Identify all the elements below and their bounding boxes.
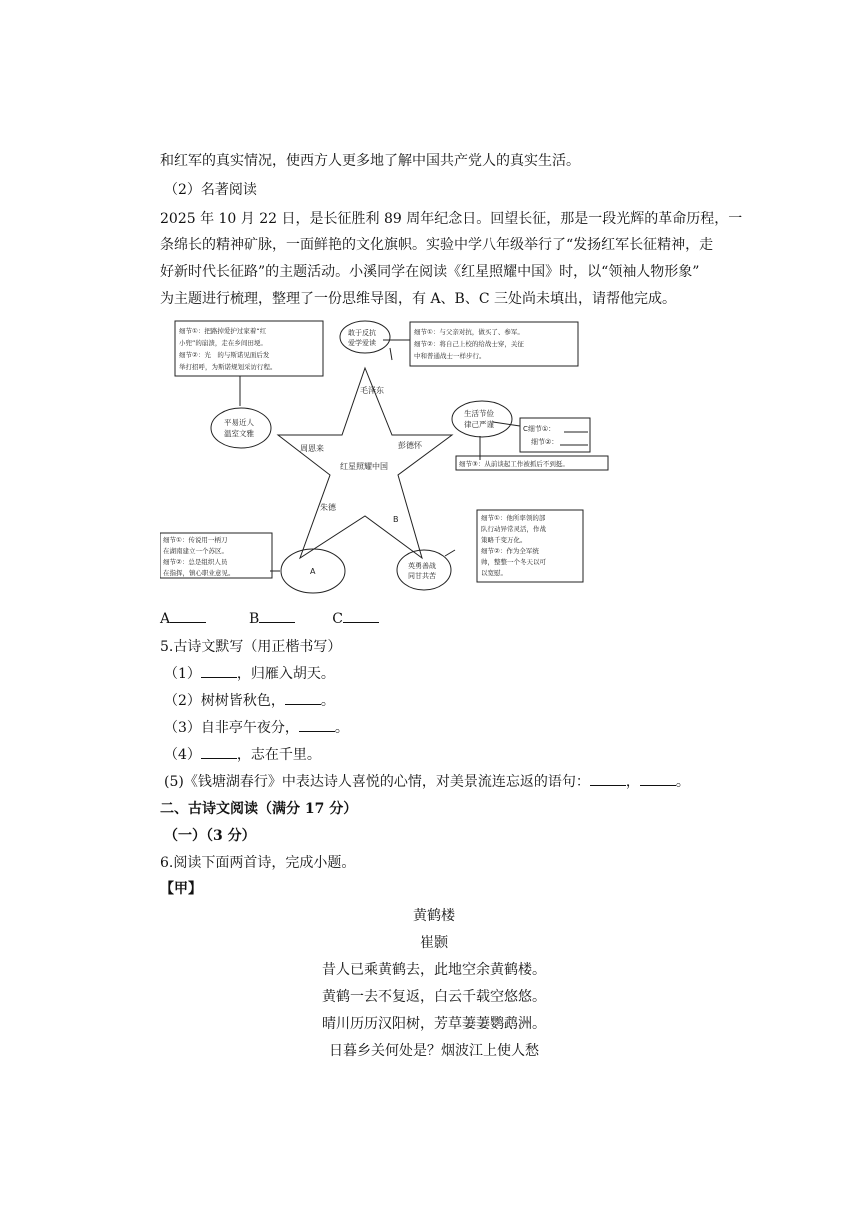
mind-map-diagram [160,318,620,603]
poem-title: 黄鹤楼 [413,908,455,924]
intro-paragraph-2: 条绵长的精神矿脉，一面鲜艳的文化旗帜。实验中学八年级举行了“发扬红军长征精神，走 [160,237,714,253]
box-br-line: 帅，整整一个冬天以可 [481,558,546,566]
answer-a-blank[interactable] [170,610,206,623]
oval-tl-line: 平易近人 [224,418,254,427]
answer-a-label: A [160,611,171,627]
q5-l2-prefix: （2）树树皆秋色， [164,693,285,709]
oval-top [340,321,390,353]
intro-paragraph-4: 为主题进行梳理，整理了一份思维导图，有 A、B、C 三处尚未填出，请帮他完成。 [160,291,677,307]
poem-author: 崔颢 [420,935,448,951]
q5-l5-mid: ， [625,774,640,790]
q5-l5-suffix: 。 [675,774,690,790]
oval-br-line: 英勇善战 [408,562,436,570]
oval-bottom-right [397,550,451,590]
q5-line-1 [164,665,335,683]
q5-title: 5.古诗文默写（用正楷书写） [160,639,342,655]
q5-l3-prefix: （3）自非亭午夜分， [164,720,299,736]
star-point-left: 周恩来 [300,444,324,453]
q5-l5-blank-1[interactable] [590,773,626,786]
q5-line-3 [164,719,349,737]
q5-l1-blank[interactable] [201,665,237,678]
box-tl-line: 小兜”的崩溃，走在乡间田埂。 [179,339,267,347]
oval-right-line: 律己严谨 [464,420,494,429]
intro-line-0: 和红军的真实情况，使西方人更多地了解中国共产党人的真实生活。 [160,153,580,169]
q5-line-4 [164,746,321,764]
q5-l1-prefix: （1） [164,666,201,682]
q5-l1-suffix: ，归雁入胡天。 [236,666,335,682]
box-bl-line: 在湖南建立一个苏区。 [163,547,228,555]
poem-line: 日暮乡关何处是？烟波江上使人愁 [329,1043,539,1059]
box-tl-line: 细节②：光 的与斯诺见面后发 [179,351,270,359]
star-point-b: B [393,515,399,524]
q5-l2-suffix: 。 [320,693,335,709]
box-tr-line: 细节①：与父亲对抗，做买了、参军。 [414,328,524,336]
box-bl-line: 细节②：总是组织人员 [163,558,228,566]
box-tr-line: 细节②：将自己上校的给战士穿，关征 [414,340,524,348]
q5-l3-suffix: 。 [334,720,349,736]
box-tr-line: 中和普通战士一样步行。 [414,352,486,360]
box-bl-line: 细节①：传说用一柄刀 [163,536,228,544]
box-br-line: 策略千变万化。 [481,536,527,544]
q5-l5-prefix: (5)《钱塘湖春行》中表达诗人喜悦的心情，对美景流连忘返的语句： [164,774,590,790]
poem-line: 黄鹤一去不复返，白云千载空悠悠。 [322,989,546,1005]
detail-box-c [520,418,590,452]
sub-heading-2: （2）名著阅读 [164,182,257,198]
q5-l4-blank[interactable] [201,746,237,759]
q5-l4-prefix: （4） [164,747,201,763]
oval-tl-line: 温室文雅 [224,429,254,438]
poem-line: 晴川历历汉阳树，芳草萋萋鹦鹉洲。 [322,1016,546,1032]
box-note-line: 细节③：从前谈起工作被抓后不到挺。 [459,460,569,468]
q5-l4-suffix: ，志在千里。 [236,747,321,763]
answer-c-label: C [332,611,343,627]
section-2-title: 二、古诗文阅读（满分 17 分） [160,801,358,817]
intro-paragraph-3: 好新时代长征路”的主题活动。小溪同学在阅读《红星照耀中国》时，以“领袖人物形象” [160,264,700,280]
answer-b-label: B [249,611,260,627]
box-br-line: 细节②：作为全军统 [481,547,539,555]
oval-top-left [211,408,271,448]
poem-a-marker: 【甲】 [160,881,202,897]
section-2-part-1: （一）（3 分） [164,828,256,844]
box-c-line: 细节②： [531,438,559,446]
intro-paragraph-1: 2025 年 10 月 22 日，是长征胜利 89 周年纪念日。回望长征，那是一段光辉的革命历程，一 [160,211,743,227]
star-center-label: 红星照耀中国 [340,462,388,471]
box-br-line: 以宽慰。 [481,569,507,577]
box-br-line: 队行动异常灵活，作战 [481,525,546,533]
answer-b-blank[interactable] [259,610,295,623]
oval-top-line: 爱学爱读 [348,339,376,347]
star-point-left-bottom: 朱德 [320,503,336,512]
box-tl-line: 举打招呼，为斯诺规划采访行程。 [179,363,277,371]
q5-l3-blank[interactable] [299,719,335,732]
answer-blanks-row [160,610,379,628]
q6-instruction: 6.阅读下面两首诗，完成小题。 [160,855,356,871]
q5-l5-blank-2[interactable] [640,773,676,786]
q5-line-2 [164,692,335,710]
q5-l2-blank[interactable] [285,692,321,705]
poem-line: 昔人已乘黄鹤去，此地空余黄鹤楼。 [322,962,546,978]
star-point-top: 毛泽东 [360,386,384,395]
oval-br-line: 同甘共苦 [408,572,436,580]
q5-line-5 [164,773,690,791]
oval-a-label: A [310,567,316,576]
box-bl-line: 在指挥，镇心职业意见。 [163,569,235,577]
box-tl-line: 细节①：把路掉爱护过家着“红 [179,327,267,335]
star-point-right: 彭德怀 [398,441,422,450]
oval-top-line: 敢于反抗 [348,329,376,337]
box-br-line: 细节①：他所率领的部 [481,514,546,522]
oval-right-line: 生活节俭 [464,409,494,418]
box-c-line: C细节①： [523,425,556,433]
oval-right [452,401,512,437]
answer-c-blank[interactable] [343,610,379,623]
